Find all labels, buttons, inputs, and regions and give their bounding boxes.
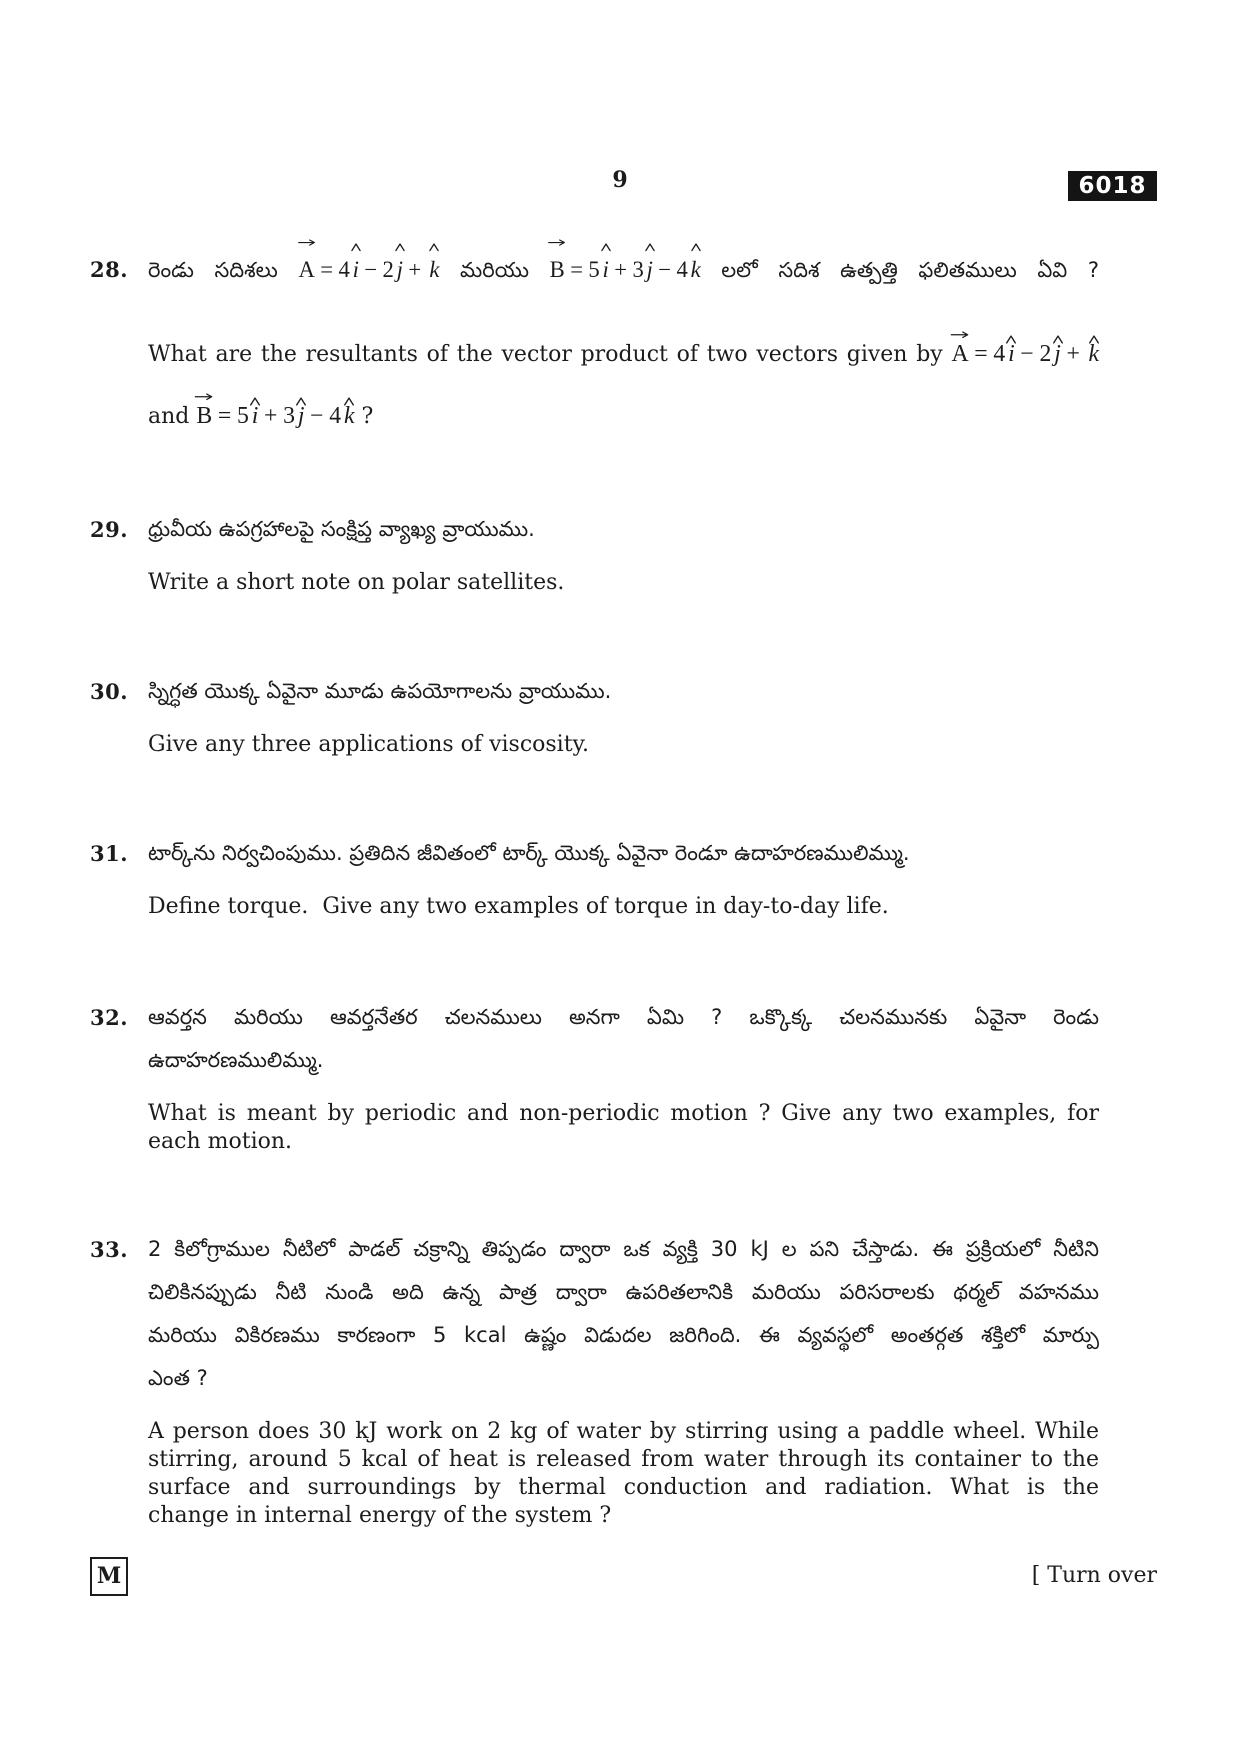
- unit-vector: [353, 248, 359, 291]
- english-question-line: change in internal energy of the system ?: [148, 1503, 612, 1528]
- operator-sign: =: [974, 341, 988, 367]
- operator-sign: =: [570, 257, 583, 282]
- operator-sign: +: [408, 257, 422, 282]
- question-number: 28.: [90, 257, 129, 282]
- unit-vector: [1008, 340, 1015, 368]
- operator-sign: =: [217, 403, 232, 429]
- unit-hat-icon: [296, 397, 307, 406]
- question-31: [90, 832, 1099, 921]
- unit-vector-letter: k: [343, 403, 355, 429]
- unit-hat-icon: [395, 243, 405, 251]
- unit-vector: [691, 248, 701, 291]
- unit-vector-letter: i: [251, 403, 259, 429]
- english-question-line: each motion.: [148, 1129, 293, 1154]
- unit-vector: [298, 402, 305, 430]
- unit-vector: [647, 248, 653, 291]
- coefficient: 2: [382, 257, 394, 282]
- vector-symbol: [298, 248, 314, 291]
- question-body: [148, 508, 1099, 597]
- unit-vector-letter: k: [429, 257, 440, 282]
- operator-sign: +: [614, 257, 628, 282]
- telugu-question-line: ఉదాహరణములిమ్ము.: [148, 1048, 324, 1072]
- unit-hat-icon: [1006, 335, 1017, 344]
- unit-hat-icon: [644, 243, 654, 251]
- english-text: and: [148, 404, 190, 429]
- unit-hat-icon: [690, 243, 700, 251]
- english-question-line: stirring, around 5 kcal of heat is released from water through its container to the: [148, 1447, 1099, 1472]
- question-body: [148, 832, 1099, 921]
- vector-arrow-icon: [195, 392, 214, 402]
- operator-sign: −: [658, 257, 672, 282]
- unit-vector-letter: j: [1054, 341, 1061, 367]
- unit-hat-icon: [1088, 335, 1099, 344]
- unit-hat-icon: [1052, 335, 1063, 344]
- unit-vector-letter: j: [297, 403, 305, 429]
- unit-vector-letter: i: [1008, 341, 1015, 367]
- vector-arrow-icon: [298, 238, 316, 247]
- unit-vector: [1054, 340, 1061, 368]
- english-question-line: Write a short note on polar satellites.: [148, 570, 565, 595]
- telugu-question-line: ధ్రువీయ ఉపగ్రహాలపై సంక్షిప్త వ్యాఖ్య వ్రాయుము.: [148, 517, 535, 541]
- question-number: 32.: [90, 1005, 129, 1030]
- unit-hat-icon: [429, 243, 439, 251]
- unit-vector-letter: j: [396, 257, 403, 282]
- vector-letter: B: [196, 403, 213, 429]
- english-question: [148, 1418, 1099, 1530]
- telugu-text: మరియు: [460, 258, 529, 282]
- paper-code-badge: 6018: [1068, 171, 1157, 201]
- coefficient: 4: [329, 403, 342, 429]
- question-33: [90, 1228, 1099, 1530]
- coefficient: 5: [588, 257, 600, 282]
- unit-vector: [1088, 340, 1099, 368]
- telugu-text: రెండు సదిశలు: [148, 258, 278, 282]
- unit-vector: [344, 402, 355, 430]
- english-question-line: surface and surroundings by thermal conduction and radiation. What is the: [148, 1475, 1099, 1500]
- unit-vector-letter: i: [602, 257, 609, 282]
- unit-vector-letter: j: [646, 257, 653, 282]
- vector-letter: A: [298, 257, 315, 282]
- telugu-question-line: 2 కిలోగ్రాముల నీటిలో పాడల్ చక్రాన్ని తిప్పడం ద్వారా ఒక వ్యక్తి 30 kJ ల పని చేస్తాడు. ఈ ప్రక్రియలో నీటిని: [148, 1237, 1099, 1261]
- telugu-text: లలో సదిశ ఉత్పత్తి ఫలితములు ఏవి ?: [721, 258, 1099, 282]
- telugu-question-line: ఆవర్తన మరియు ఆవర్తనేతర చలనములు అనగా ఏమి ? ఒక్కొక్క చలనమునకు ఏవైనా రెండు: [148, 1005, 1099, 1029]
- telugu-question-line: మరియు వికిరణము కారణంగా 5 kcal ఉష్ణం విడుదల జరిగింది. ఈ వ్యవస్థలో అంతర్గత శక్తిలో మార్పు: [148, 1323, 1099, 1347]
- unit-vector: [397, 248, 403, 291]
- telugu-question-line: [148, 248, 1099, 292]
- unit-vector-letter: i: [352, 257, 359, 282]
- vector-arrow-icon: [548, 238, 566, 247]
- unit-vector-letter: k: [1088, 341, 1099, 367]
- question-number: 31.: [90, 841, 129, 866]
- coefficient: 3: [632, 257, 644, 282]
- english-question-line: What is meant by periodic and non-periodic motion ? Give any two examples, for: [148, 1101, 1099, 1126]
- question-30: [90, 670, 1099, 759]
- english-question-line: [148, 340, 1099, 369]
- vector-symbol: [951, 340, 968, 368]
- question-body: [148, 670, 1099, 759]
- vector-letter: B: [549, 257, 565, 282]
- operator-sign: +: [1066, 341, 1080, 367]
- vector-b-formula: [550, 248, 701, 291]
- telugu-question-line: ఎంత ?: [148, 1366, 208, 1390]
- operator-sign: −: [310, 403, 324, 429]
- english-question-line: [148, 402, 1099, 431]
- english-question-line: A person does 30 kJ work on 2 kg of water by stirring using a paddle wheel. While: [148, 1419, 1099, 1444]
- operator-sign: +: [264, 403, 278, 429]
- unit-hat-icon: [344, 397, 355, 406]
- telugu-question-line: స్నిగ్ధత యొక్క ఏవైనా మూడు ఉపయోగాలను వ్రాయుము.: [148, 679, 612, 703]
- operator-sign: −: [364, 257, 378, 282]
- vector-symbol: [550, 248, 565, 291]
- question-32: [90, 996, 1099, 1156]
- question-body: [148, 996, 1099, 1156]
- unit-hat-icon: [250, 397, 261, 406]
- question-body: [148, 248, 1099, 431]
- question-29: [90, 508, 1099, 597]
- question-number: 29.: [90, 517, 129, 542]
- english-text: What are the resultants of the vector product of two vectors given by: [148, 342, 943, 367]
- vector-a-formula: [951, 340, 1099, 368]
- english-question: [148, 893, 1099, 921]
- english-question-line: Give any three applications of viscosity.: [148, 732, 590, 757]
- coefficient: 4: [338, 257, 350, 282]
- question-number: 33.: [90, 1237, 129, 1262]
- question-body: [148, 1228, 1099, 1530]
- telugu-question-line: టార్క్‌ను నిర్వచింపుము. ప్రతిదిన జీవితంలో టార్క్ యొక్క ఏవైనా రెండూ ఉదాహరణములిమ్ము.: [148, 841, 910, 865]
- vector-arrow-icon: [951, 330, 970, 340]
- english-question-line: Define torque. Give any two examples of torque in day-to-day life.: [148, 894, 889, 919]
- vector-a-formula: [298, 248, 439, 291]
- coefficient: 2: [1039, 341, 1052, 367]
- coefficient: 4: [993, 341, 1006, 367]
- telugu-question-line: చిలికినప్పుడు నీటి నుండి అది ఉన్న పాత్ర ద్వారా ఉపరితలానికి మరియు పరిసరాలకు థర్మల్ వహనము: [148, 1280, 1099, 1304]
- unit-vector: [602, 248, 608, 291]
- unit-vector: [429, 248, 439, 291]
- vector-symbol: [196, 402, 212, 430]
- english-text: ?: [361, 404, 374, 429]
- english-question: [148, 1100, 1099, 1156]
- vector-b-formula: [196, 402, 354, 430]
- english-question: [148, 731, 1099, 759]
- operator-sign: =: [320, 257, 334, 282]
- unit-vector-letter: k: [690, 257, 701, 282]
- turn-over-note: [ Turn over: [1031, 1563, 1157, 1588]
- vector-letter: A: [951, 341, 969, 367]
- english-question: [148, 569, 1099, 597]
- unit-hat-icon: [600, 243, 610, 251]
- coefficient: 4: [676, 257, 688, 282]
- booklet-mark: M: [90, 1557, 128, 1596]
- question-number: 30.: [90, 679, 129, 704]
- coefficient: 5: [237, 403, 249, 429]
- coefficient: 3: [283, 403, 295, 429]
- unit-vector: [252, 402, 259, 430]
- unit-hat-icon: [351, 243, 361, 251]
- question-28: [90, 248, 1099, 431]
- page-number: 9: [612, 167, 628, 193]
- operator-sign: −: [1020, 341, 1034, 367]
